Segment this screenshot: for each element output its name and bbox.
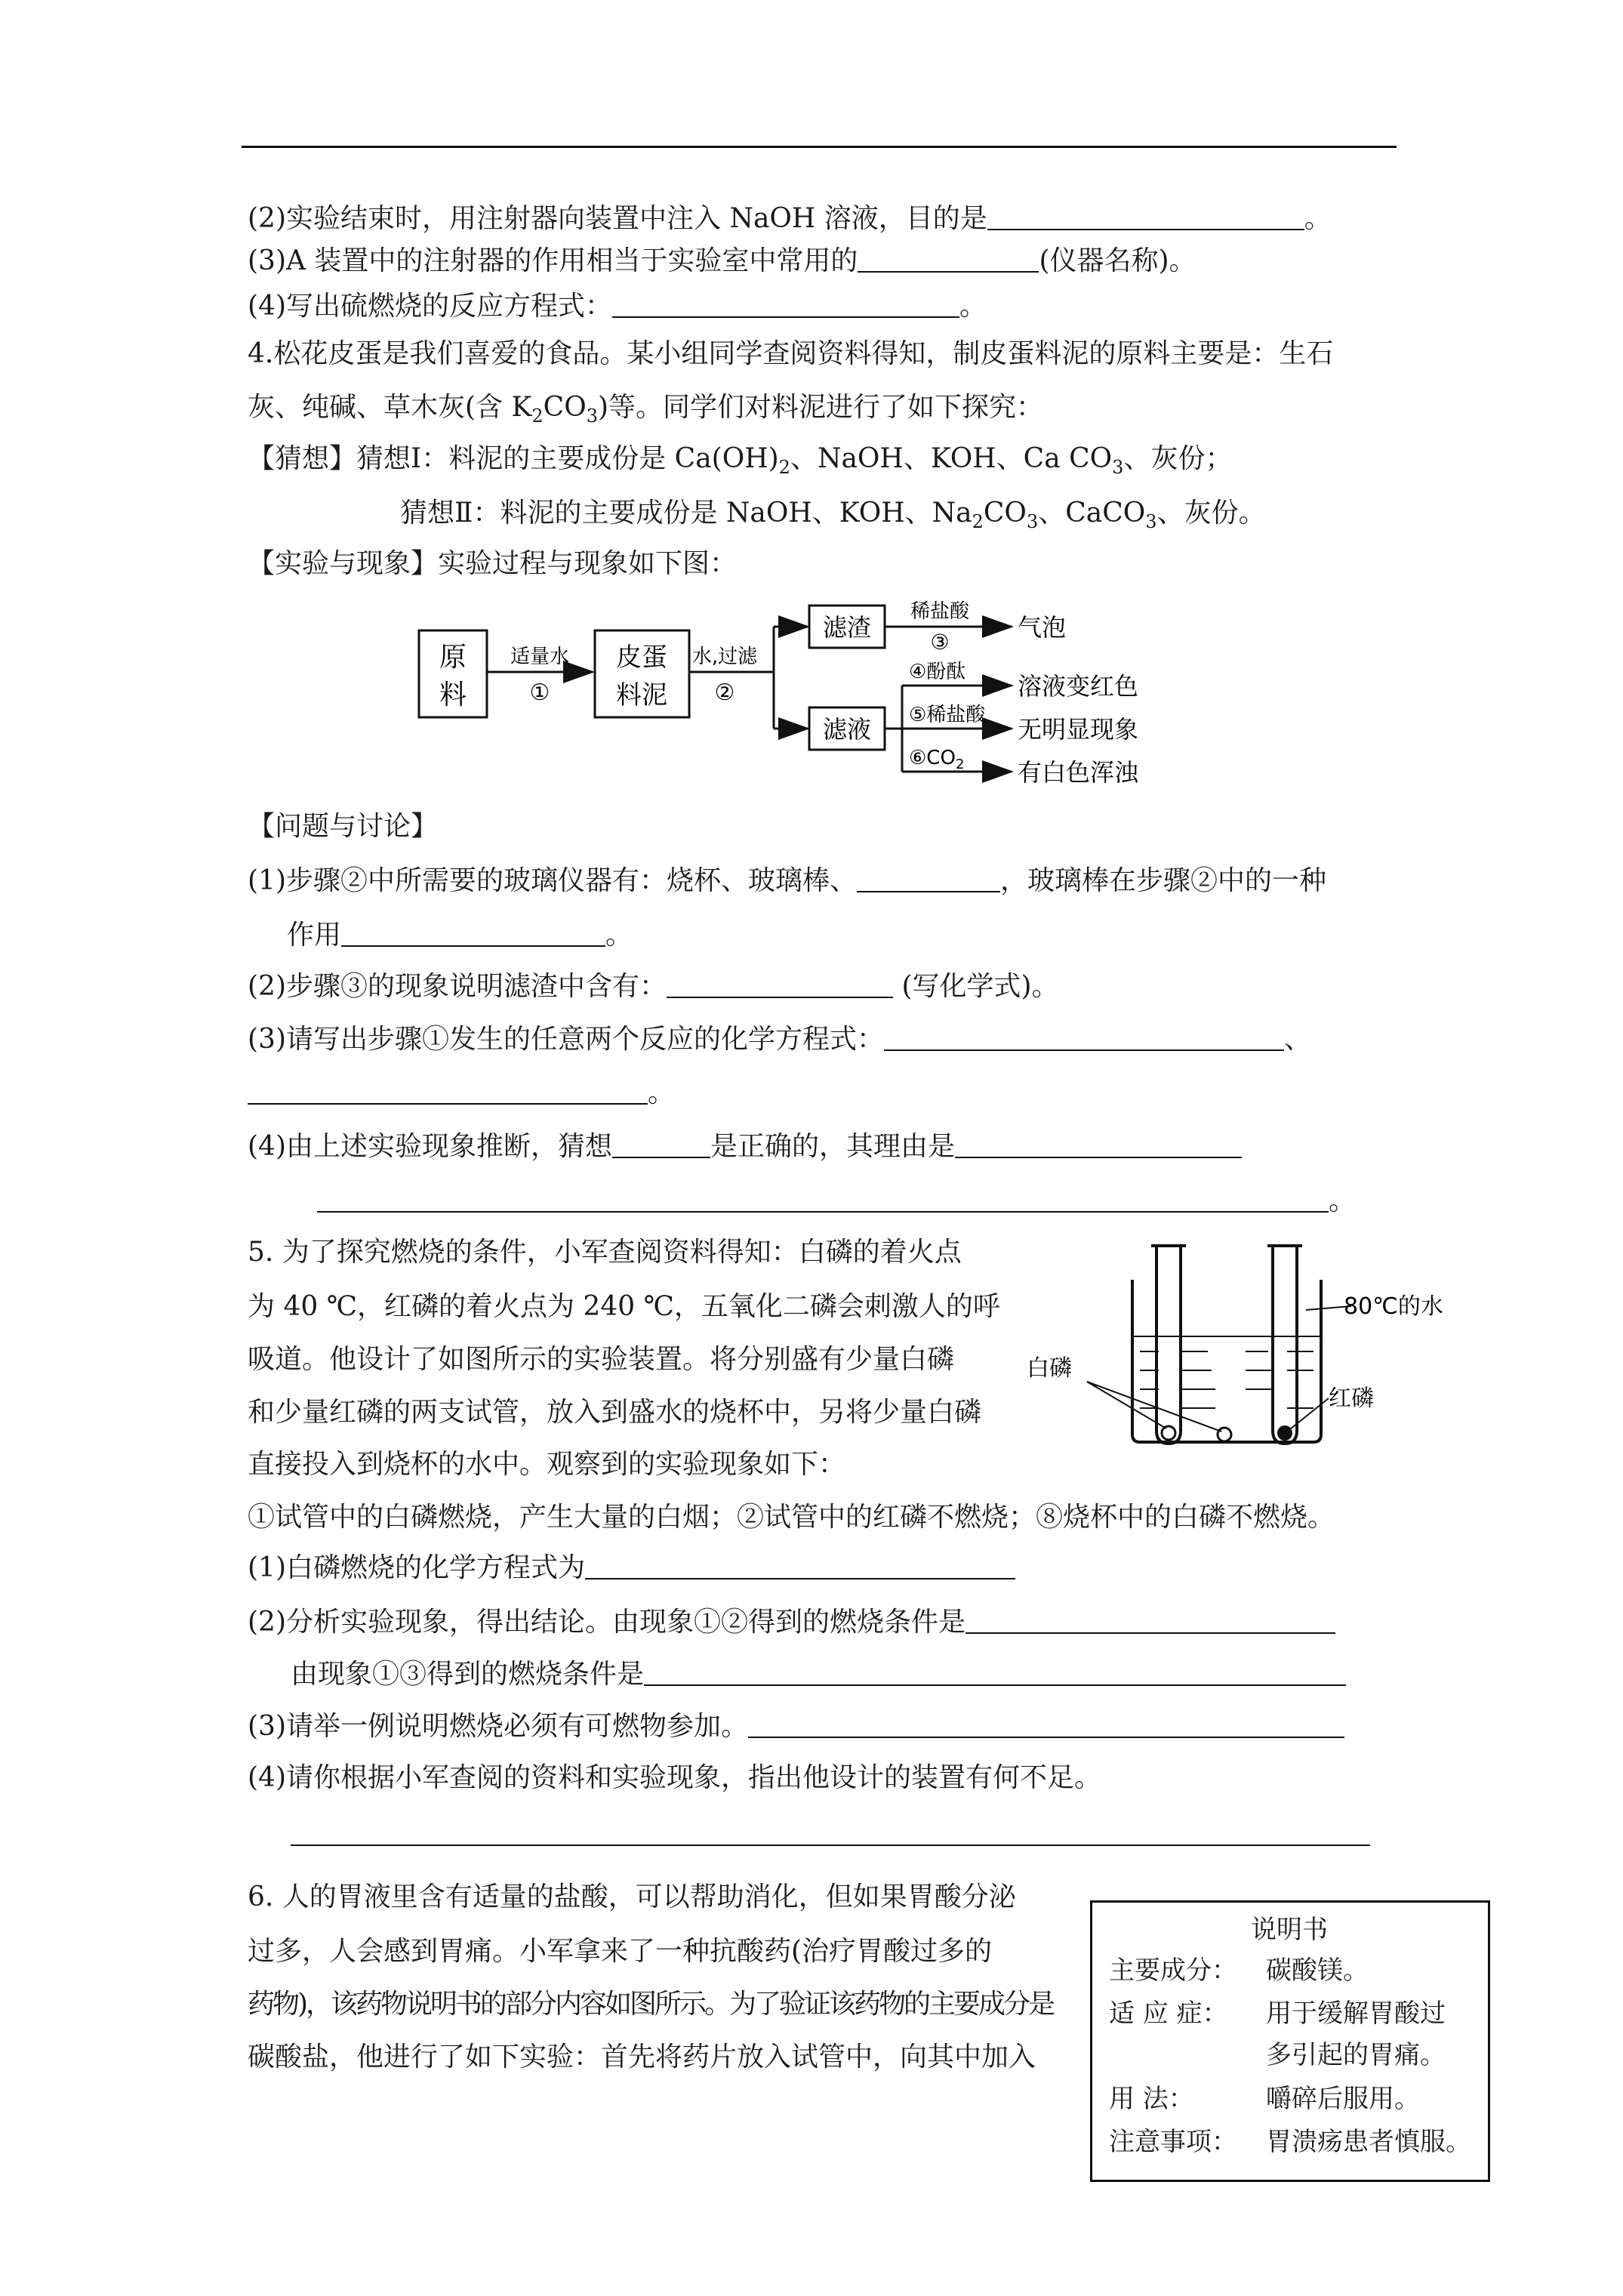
result-5: 无明显现象 bbox=[1018, 715, 1139, 744]
manual-title: 说明书 bbox=[1251, 1915, 1328, 1945]
q5-phenomena: ①试管中的白磷燃烧，产生大量的白烟；②试管中的红磷不燃烧；⑧烧杯中的白磷不燃烧。 bbox=[248, 1502, 1335, 1533]
q4-discussion-1-cont: 作用 。 bbox=[287, 920, 633, 951]
answer-blank[interactable] bbox=[667, 969, 893, 998]
step-1-label: 适量水 bbox=[510, 646, 570, 668]
step-5-label: ⑤稀盐酸 bbox=[909, 704, 986, 726]
q3-item-4: (4)写出硫燃烧的反应方程式： 。 bbox=[248, 291, 987, 322]
manual-ingredient-key: 主要成分： bbox=[1109, 1955, 1237, 1986]
manual-indication-key: 适 应 症： bbox=[1109, 1999, 1228, 2029]
q5-intro-4: 和少量红磷的两支试管，放入到盛水的烧杯中，另将少量白磷 bbox=[248, 1397, 982, 1428]
manual-usage-key: 用 法： bbox=[1109, 2084, 1194, 2114]
q4-guess-2: 猜想Ⅱ：料泥的主要成份是 NaOH、KOH、$Na_2CO_3$、CaCO$_3$、灰份。 bbox=[400, 498, 1266, 532]
answer-blank[interactable] bbox=[884, 1022, 1284, 1051]
q4-discussion-4-cont: 。 bbox=[317, 1182, 1356, 1220]
result-4: 溶液变红色 bbox=[1018, 672, 1139, 701]
answer-blank[interactable] bbox=[341, 918, 605, 947]
test-tube-red-phosphorus bbox=[1273, 1246, 1297, 1444]
q5-intro-3: 吸道。他设计了如图所示的实验装置。将分别盛有少量白磷 bbox=[248, 1344, 955, 1375]
step-3-number: ③ bbox=[930, 630, 950, 655]
step-2-label: 水,过滤 bbox=[691, 646, 758, 668]
label-red-phosphorus: 红磷 bbox=[1329, 1385, 1374, 1412]
q5-question-3: (3)请举一例说明燃烧必须有可燃物参加。 bbox=[248, 1708, 1344, 1746]
beaker-figure bbox=[1027, 1231, 1449, 1465]
label-80c-water: 80℃的水 bbox=[1344, 1293, 1443, 1320]
q4-discussion-3-cont: 。 bbox=[248, 1074, 675, 1112]
q4-discussion-2: (2)步骤③的现象说明滤渣中含有： (写化学式)。 bbox=[248, 971, 1059, 1002]
raw-material-label-1: 原 bbox=[439, 642, 467, 673]
egg-mud-label-2: 料泥 bbox=[616, 680, 667, 710]
label-white-phosphorus: 白磷 bbox=[1027, 1355, 1072, 1382]
step-4-label: ④酚酞 bbox=[909, 661, 966, 683]
red-phosphorus bbox=[1277, 1425, 1292, 1441]
answer-blank[interactable] bbox=[248, 1076, 648, 1105]
result-6: 有白色浑浊 bbox=[1018, 758, 1139, 787]
q6-line-3: 药物)，该药物说明书的部分内容如图所示。为了验证该药物的主要成分是 bbox=[248, 1989, 1054, 2020]
q3-item-3: (3)A 装置中的注射器的作用相当于实验室中常用的 (仪器名称)。 bbox=[248, 245, 1196, 276]
answer-blank[interactable] bbox=[748, 1709, 1344, 1738]
white-phosphorus-in-tube bbox=[1162, 1426, 1175, 1440]
answer-blank[interactable] bbox=[965, 1605, 1335, 1634]
manual-caution-key: 注意事项： bbox=[1109, 2127, 1237, 2157]
residue-label: 滤渣 bbox=[822, 613, 872, 642]
q6-line-1: 6. 人的胃液里含有适量的盐酸，可以帮助消化，但如果胃酸分泌 bbox=[248, 1881, 1016, 1912]
answer-blank[interactable] bbox=[317, 1184, 1329, 1213]
q4-intro-line-1: 4.松花皮蛋是我们喜爱的食品。某小组同学查阅资料得知，制皮蛋料泥的原料主要是：生石 bbox=[248, 338, 1334, 369]
q4-guess-1: 【猜想】猜想Ⅰ：料泥的主要成份是 $Ca(OH)_2$、NaOH、KOH、Ca $CO_3$、灰份； bbox=[248, 443, 1233, 478]
flow-diagram bbox=[408, 596, 1185, 808]
test-tube-white-phosphorus bbox=[1156, 1246, 1181, 1444]
q5-question-2-cont: 由现象①③得到的燃烧条件是 bbox=[291, 1656, 1346, 1693]
q4-discussion-4: (4)由上述实验现象推断，猜想 是正确的，其理由是 bbox=[248, 1128, 1242, 1166]
white-phosphorus-in-water bbox=[1218, 1428, 1231, 1441]
q5-intro-5: 直接投入到烧杯的水中。观察到的实验现象如下： bbox=[248, 1449, 846, 1480]
q4-discussion-3: (3)请写出步骤①发生的任意两个反应的化学方程式： 、 bbox=[248, 1024, 1312, 1055]
q4-discussion-1: (1)步骤②中所需要的玻璃仪器有：烧杯、玻璃棒、 ，玻璃棒在步骤②中的一种 bbox=[248, 865, 1327, 896]
step-2-number: ② bbox=[714, 680, 735, 706]
medicine-manual-box bbox=[1090, 1900, 1490, 2182]
manual-usage-value: 嚼碎后服用。 bbox=[1266, 2084, 1420, 2114]
q4-discussion-heading: 【问题与讨论】 bbox=[248, 811, 439, 842]
step-3-label: 稀盐酸 bbox=[910, 600, 970, 623]
answer-blank[interactable] bbox=[857, 864, 1000, 892]
q4-intro-line-2: 灰、纯碱、草木灰(含 $K_2CO_3$)等。同学们对料泥进行了如下探究： bbox=[248, 392, 1044, 427]
answer-blank[interactable] bbox=[955, 1130, 1242, 1158]
step-1-number: ① bbox=[529, 680, 550, 706]
q6-line-2: 过多，人会感到胃痛。小军拿来了一种抗酸药(治疗胃酸过多的 bbox=[248, 1936, 993, 1967]
answer-blank[interactable] bbox=[987, 202, 1304, 230]
manual-indication-value-2: 多引起的胃痛。 bbox=[1266, 2040, 1446, 2070]
manual-ingredient-value: 碳酸镁。 bbox=[1266, 1955, 1369, 1986]
header-rule bbox=[242, 146, 1397, 148]
q5-question-4-answer bbox=[291, 1816, 1370, 1854]
manual-indication-value: 用于缓解胃酸过 bbox=[1266, 1999, 1446, 2029]
step-6-label: $⑥CO_2$ bbox=[909, 747, 965, 772]
answer-blank[interactable] bbox=[612, 1130, 710, 1158]
filtrate-label: 滤液 bbox=[822, 715, 872, 744]
q5-question-1: (1)白磷燃烧的化学方程式为 bbox=[248, 1549, 1015, 1587]
egg-mud-label-1: 皮蛋 bbox=[616, 643, 667, 673]
q4-experiment-heading: 【实验与现象】实验过程与现象如下图： bbox=[248, 548, 738, 579]
result-3: 气泡 bbox=[1018, 613, 1067, 642]
answer-blank[interactable] bbox=[644, 1657, 1346, 1686]
q5-question-4: (4)请你根据小军查阅的资料和实验现象，指出他设计的装置有何不足。 bbox=[248, 1762, 1101, 1793]
raw-material-label-2: 料 bbox=[439, 680, 467, 710]
manual-caution-value: 胃溃疡患者慎服。 bbox=[1266, 2127, 1471, 2157]
answer-blank[interactable] bbox=[585, 1551, 1015, 1579]
q3-item-2: (2)实验结束时，用注射器向装置中注入 NaOH 溶液，目的是 。 bbox=[248, 203, 1332, 234]
answer-blank[interactable] bbox=[291, 1817, 1370, 1846]
beaker bbox=[1132, 1280, 1321, 1442]
q5-question-2: (2)分析实验现象，得出结论。由现象①②得到的燃烧条件是 bbox=[248, 1604, 1335, 1641]
q5-intro-2: 为 40 ℃，红磷的着火点为 240 ℃，五氧化二磷会刺激人的呼 bbox=[248, 1291, 1000, 1322]
q6-line-4: 碳酸盐，他进行了如下实验：首先将药片放入试管中，向其中加入 bbox=[248, 2042, 1036, 2073]
answer-blank[interactable] bbox=[858, 244, 1039, 273]
answer-blank[interactable] bbox=[612, 289, 959, 318]
q5-intro-1: 5. 为了探究燃烧的条件，小军查阅资料得知：白磷的着火点 bbox=[248, 1237, 962, 1268]
